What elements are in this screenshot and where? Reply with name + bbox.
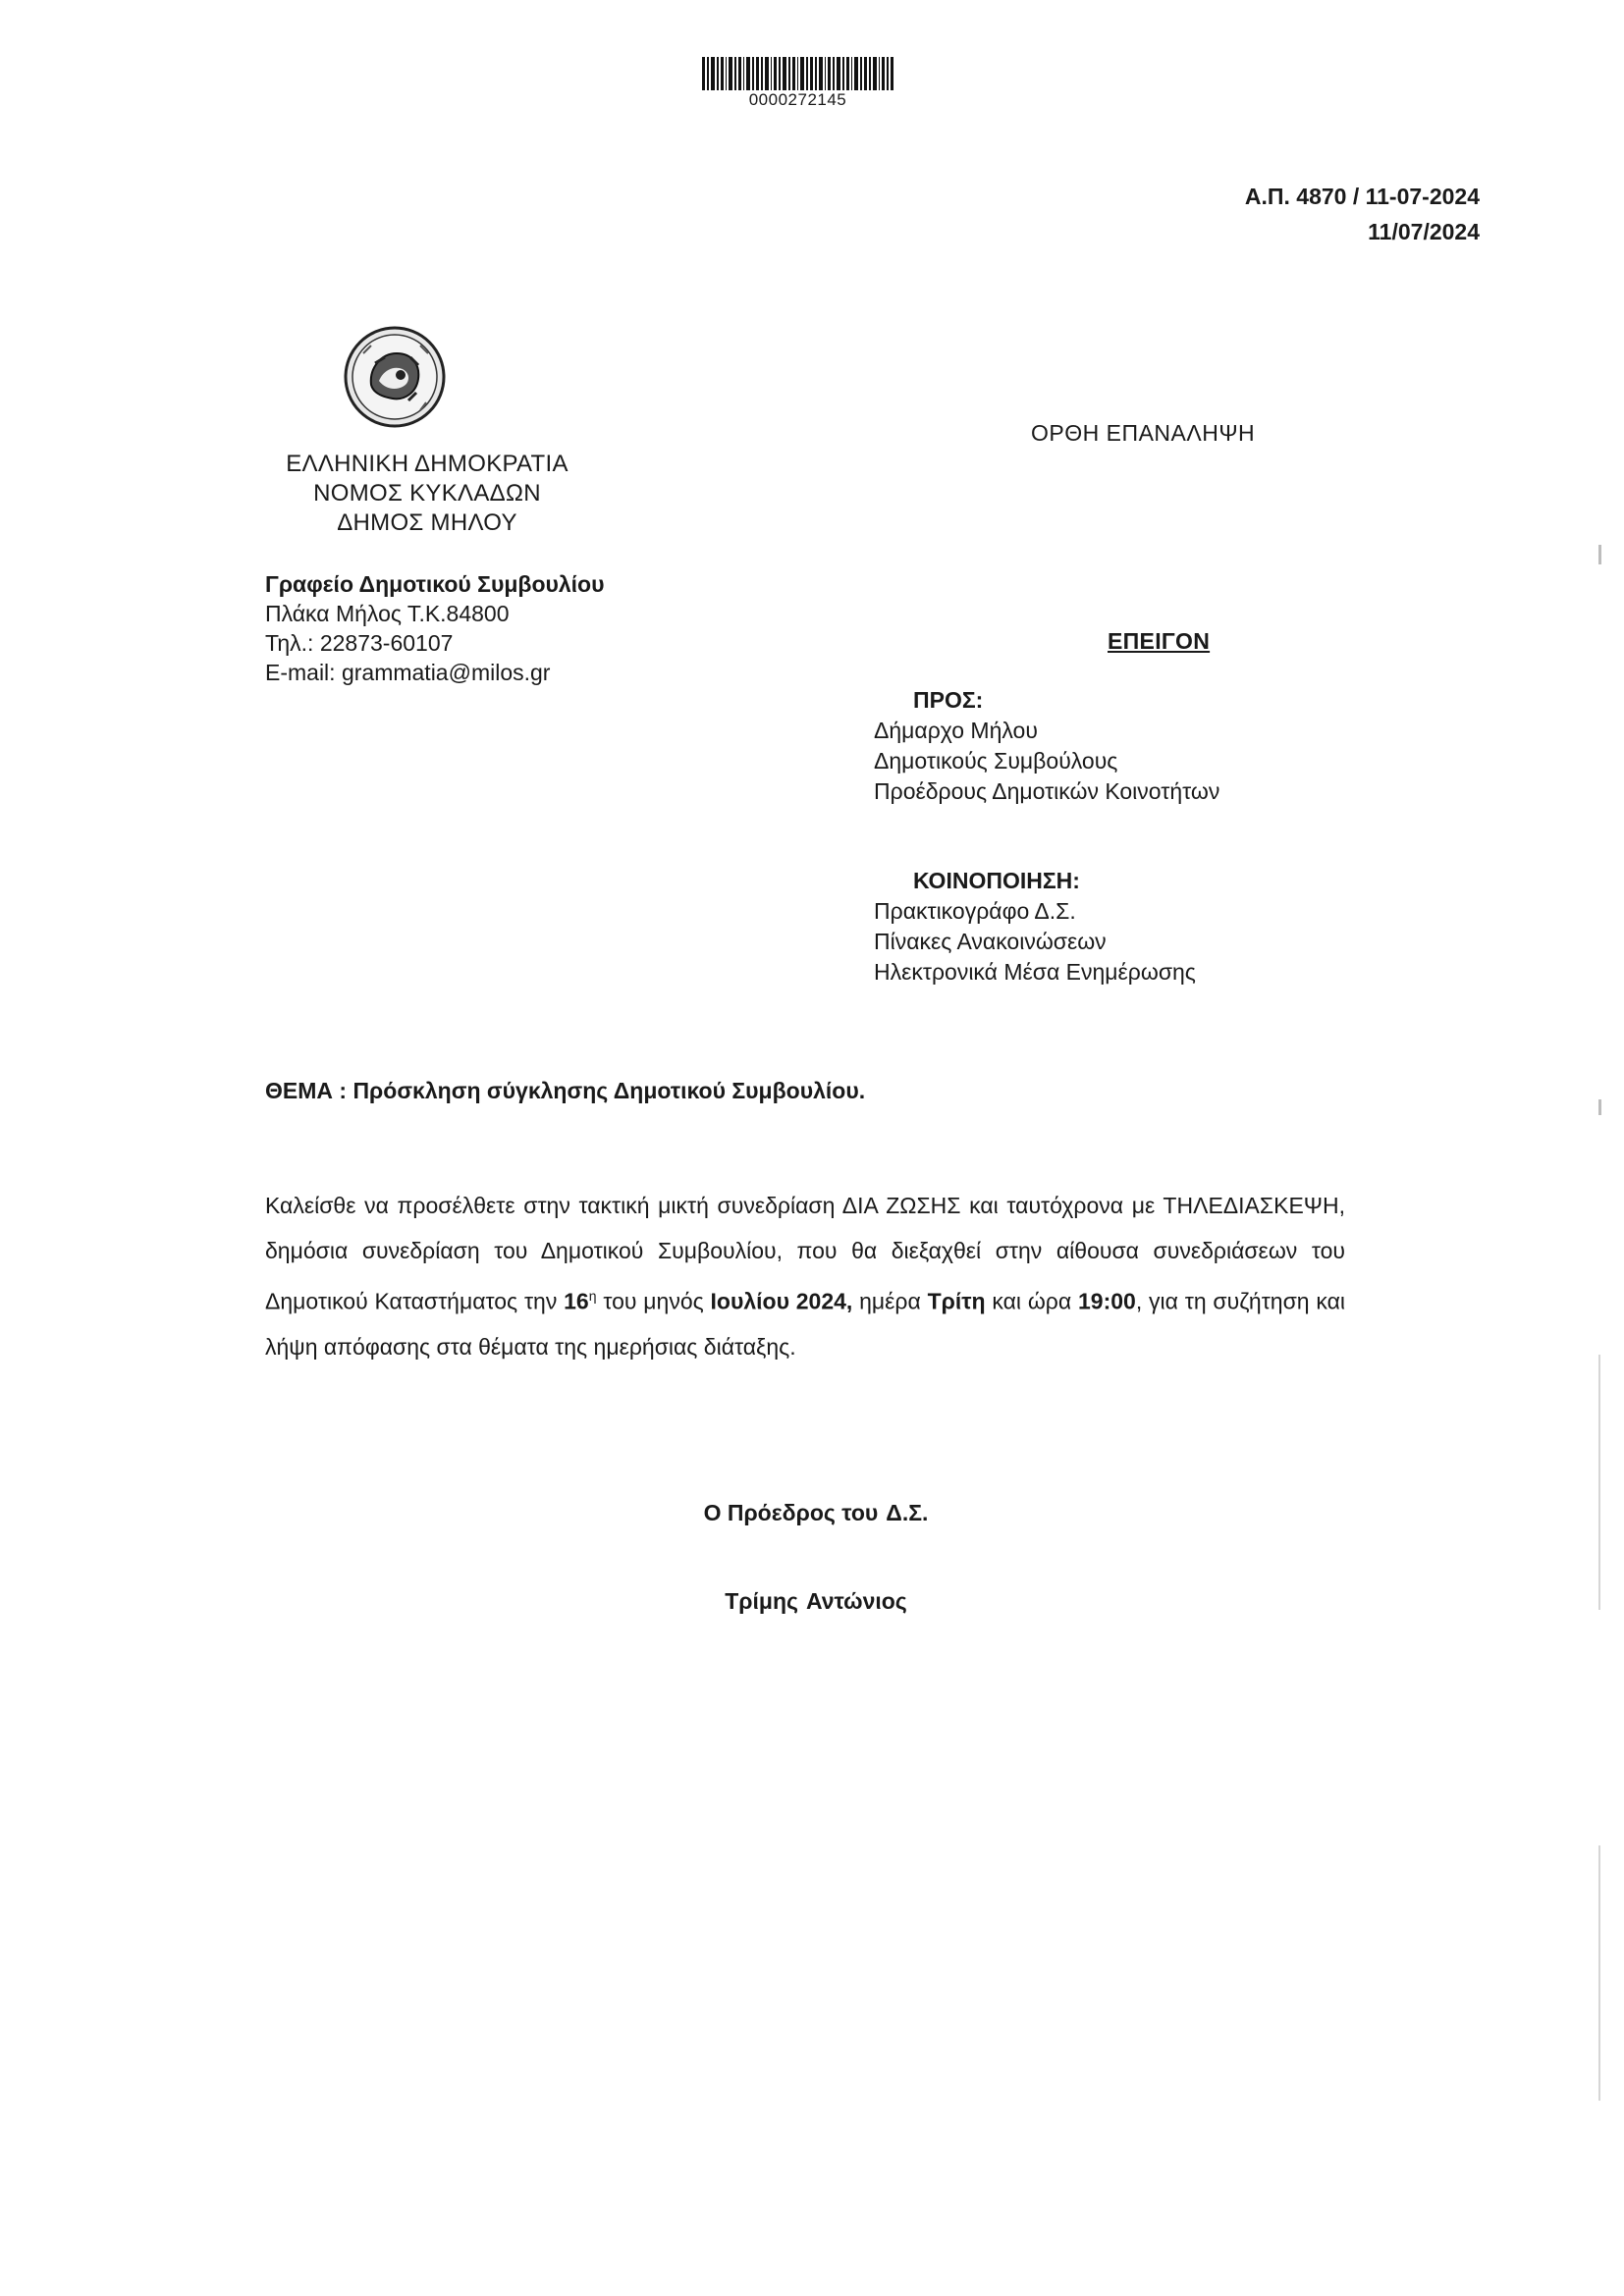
scan-artifact xyxy=(1598,1845,1600,2101)
office-contact-block xyxy=(265,569,605,687)
meeting-month: Ιουλίου 2024, xyxy=(710,1288,853,1314)
meeting-day-suffix: η xyxy=(588,1288,597,1304)
signatory-name xyxy=(0,1588,1624,1615)
scan-artifact xyxy=(1598,1099,1601,1115)
body-part-2: του μηνός xyxy=(596,1288,711,1314)
office-email: E-mail: grammatia@milos.gr xyxy=(265,660,551,685)
signatory-last-name: Αντώνιος xyxy=(805,1588,907,1614)
signatory-title-suffix: Δ.Σ. xyxy=(886,1500,929,1525)
cc-heading: ΚΟΙΝΟΠΟΙΗΣΗ: xyxy=(913,868,1080,893)
recipients-heading: ΠΡΟΣ: xyxy=(913,687,984,713)
office-name: Γραφείο Δημοτικού Συμβουλίου xyxy=(265,571,605,597)
body-part-1: Καλείσθε να προσέλθετε στην τακτική μικτή συνεδρίαση ΔΙΑ ΖΩΣΗΣ και ταυτόχρονα με ΤΗΛΕΔΙΑΣΚΕΨΗ, δημόσια συνεδρίαση του Δημοτικού Συμβουλίου, που θα διεξαχθεί στην αίθουσα συνεδριάσεων του Δημοτικού Καταστήματος την xyxy=(265,1193,1345,1314)
scan-artifact xyxy=(1598,1355,1600,1610)
signatory-title xyxy=(0,1500,1624,1526)
meeting-day: 16 xyxy=(564,1288,589,1314)
urgent-label: ΕΠΕΙΓΟΝ xyxy=(1108,628,1211,654)
subject-line: ΘΕΜΑ : Πρόσκληση σύγκλησης Δημοτικού Συμβουλίου. xyxy=(265,1078,866,1103)
header-line-3: ΔΗΜΟΣ ΜΗΛΟΥ xyxy=(337,509,517,536)
office-phone: Τηλ.: 22873-60107 xyxy=(265,630,454,656)
recipient-item: Δημοτικούς Συμβούλους xyxy=(874,748,1118,774)
header-line-2: ΝΟΜΟΣ ΚΥΚΛΑΔΩΝ xyxy=(313,480,541,507)
protocol-date: 11/07/2024 xyxy=(1368,219,1480,244)
issuer-header xyxy=(260,450,594,538)
barcode-number: 0000272145 xyxy=(748,90,847,109)
invitation-body xyxy=(265,1183,1345,1369)
scan-artifact xyxy=(1598,545,1601,564)
correction-notice: ΟΡΘΗ ΕΠΑΝΑΛΗΨΗ xyxy=(1031,420,1256,446)
body-part-3: ημέρα xyxy=(852,1288,928,1314)
milos-coin-emblem-icon xyxy=(342,324,448,430)
signatory-title-prefix: Ο Πρόεδρος του xyxy=(703,1500,879,1525)
cc-item: Ηλεκτρονικά Μέσα Ενημέρωσης xyxy=(874,959,1196,985)
meeting-weekday: Τρίτη xyxy=(927,1288,986,1314)
meeting-time: 19:00 xyxy=(1078,1288,1136,1314)
cc-block xyxy=(874,866,1196,988)
protocol-number xyxy=(1245,179,1480,249)
signatory-first-name: Τρίμης xyxy=(725,1588,798,1614)
protocol-line-1: Α.Π. 4870 / 11-07-2024 xyxy=(1244,184,1480,209)
header-line-1: ΕΛΛΗΝΙΚΗ ΔΗΜΟΚΡΑΤΙΑ xyxy=(286,451,568,477)
barcode xyxy=(702,57,893,90)
office-address: Πλάκα Μήλος Τ.Κ.84800 xyxy=(265,601,510,626)
cc-item: Πίνακες Ανακοινώσεων xyxy=(874,929,1107,954)
recipient-item: Προέδρους Δημοτικών Κοινοτήτων xyxy=(874,778,1220,804)
recipient-item: Δήμαρχο Μήλου xyxy=(874,718,1038,743)
recipients-block xyxy=(874,685,1219,807)
body-part-4: και ώρα xyxy=(985,1288,1078,1314)
body-part-5: , για τη συζήτηση και λήψη απόφασης στα θέματα της ημερήσιας διάταξης. xyxy=(265,1288,1346,1360)
cc-item: Πρακτικογράφο Δ.Σ. xyxy=(874,898,1076,924)
